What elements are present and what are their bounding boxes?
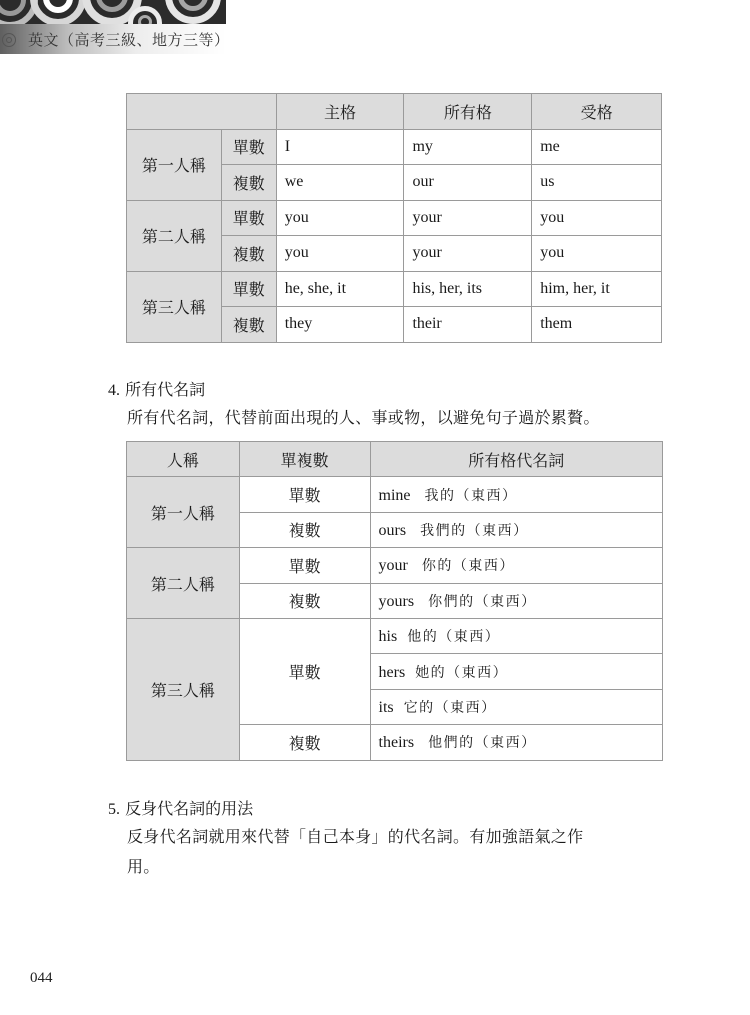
ring-decoration: [138, 15, 152, 24]
possessive-cell: your: [404, 200, 532, 236]
page-number: 044: [30, 970, 53, 986]
pronoun-meaning: 我的（東西）: [424, 487, 518, 504]
section-title: 所有代名詞: [125, 380, 206, 399]
section-5-description-line2: 用。: [127, 857, 160, 876]
person-cell: 第一人稱: [127, 129, 222, 200]
section-4-heading: [108, 377, 205, 400]
pronoun-word: hers: [378, 663, 406, 681]
possessive-cell: their: [404, 307, 532, 343]
table-header-row: [127, 94, 662, 130]
pronoun-meaning: 它的（東西）: [403, 699, 497, 716]
section-number: 4.: [108, 382, 120, 399]
pronoun-word: his: [378, 628, 398, 646]
pronoun-cell: [370, 512, 662, 547]
table-corner-cell: [127, 94, 277, 130]
number-cell: 複數: [221, 307, 276, 343]
header-decoration: [0, 0, 226, 24]
pronoun-word: theirs: [378, 734, 415, 752]
subject-cell: they: [276, 307, 404, 343]
table-row: [127, 618, 663, 653]
table-row: [127, 200, 662, 236]
table-row: [127, 477, 663, 512]
possessive-cell: his, her, its: [404, 271, 532, 307]
pronoun-meaning: 他們的（東西）: [428, 735, 537, 752]
column-header: 所有格: [404, 94, 532, 130]
number-cell: 複數: [221, 236, 276, 272]
pronoun-cell: [370, 618, 662, 653]
number-cell: 複數: [239, 725, 370, 760]
object-cell: you: [532, 236, 662, 272]
ring-icon: [2, 33, 16, 47]
number-cell: 單數: [239, 477, 370, 512]
number-cell: 複數: [221, 165, 276, 201]
section-title: 反身代名詞的用法: [125, 799, 254, 818]
table-row: [127, 271, 662, 307]
pronoun-cell: [370, 725, 662, 760]
pronoun-word: ours: [378, 521, 407, 539]
number-cell: 單數: [221, 129, 276, 165]
pronoun-word: yours: [378, 592, 415, 610]
object-cell: us: [532, 165, 662, 201]
number-cell: 單數: [221, 200, 276, 236]
person-cell: 第二人稱: [127, 200, 222, 271]
column-header: 所有格代名詞: [370, 442, 662, 477]
pronoun-word: your: [378, 557, 408, 575]
number-cell: 單數: [221, 271, 276, 307]
section-5-heading: [108, 796, 253, 819]
number-cell: 複數: [239, 583, 370, 618]
person-cell: 第一人稱: [127, 477, 240, 548]
pronoun-meaning: 你的（東西）: [421, 558, 515, 575]
subject-cell: you: [276, 236, 404, 272]
possessive-cell: my: [404, 129, 532, 165]
pronoun-meaning: 我們的（東西）: [420, 522, 529, 539]
pronoun-cell: [370, 583, 662, 618]
object-cell: me: [532, 129, 662, 165]
table-header-row: [127, 442, 663, 477]
object-cell: him, her, it: [532, 271, 662, 307]
pronoun-cell: [370, 689, 662, 724]
column-header: 單複數: [239, 442, 370, 477]
number-cell: 單數: [239, 548, 370, 583]
subject-cell: he, she, it: [276, 271, 404, 307]
page-header-title: 英文（高考三級、地方三等）: [28, 31, 230, 49]
pronoun-meaning: 你們的（東西）: [428, 593, 537, 610]
number-cell: 單數: [239, 618, 370, 724]
table-row: [127, 129, 662, 165]
column-header: 人稱: [127, 442, 240, 477]
possessive-cell: your: [404, 236, 532, 272]
pronoun-case-table: [126, 93, 662, 343]
object-cell: them: [532, 307, 662, 343]
pronoun-meaning: 她的（東西）: [415, 664, 509, 681]
person-cell: 第三人稱: [127, 271, 222, 342]
pronoun-cell: [370, 477, 662, 512]
subject-cell: I: [276, 129, 404, 165]
possessive-pronoun-table: [126, 441, 663, 761]
pronoun-meaning: 他的（東西）: [407, 629, 501, 646]
section-5-description-line1: 反身代名詞就用來代替「自己本身」的代名詞。有加強語氣之作: [127, 827, 584, 846]
pronoun-word: its: [378, 698, 394, 716]
section-number: 5.: [108, 801, 120, 818]
object-cell: you: [532, 200, 662, 236]
section-4-description: 所有代名詞，代替前面出現的人、事或物，以避免句子過於累贅。: [127, 408, 600, 427]
person-cell: 第二人稱: [127, 548, 240, 619]
column-header: 受格: [532, 94, 662, 130]
column-header: 主格: [276, 94, 404, 130]
subject-cell: you: [276, 200, 404, 236]
pronoun-word: mine: [378, 486, 411, 504]
person-cell: 第三人稱: [127, 618, 240, 760]
pronoun-cell: [370, 654, 662, 689]
possessive-cell: our: [404, 165, 532, 201]
pronoun-cell: [370, 548, 662, 583]
table-row: [127, 548, 663, 583]
number-cell: 複數: [239, 512, 370, 547]
subject-cell: we: [276, 165, 404, 201]
